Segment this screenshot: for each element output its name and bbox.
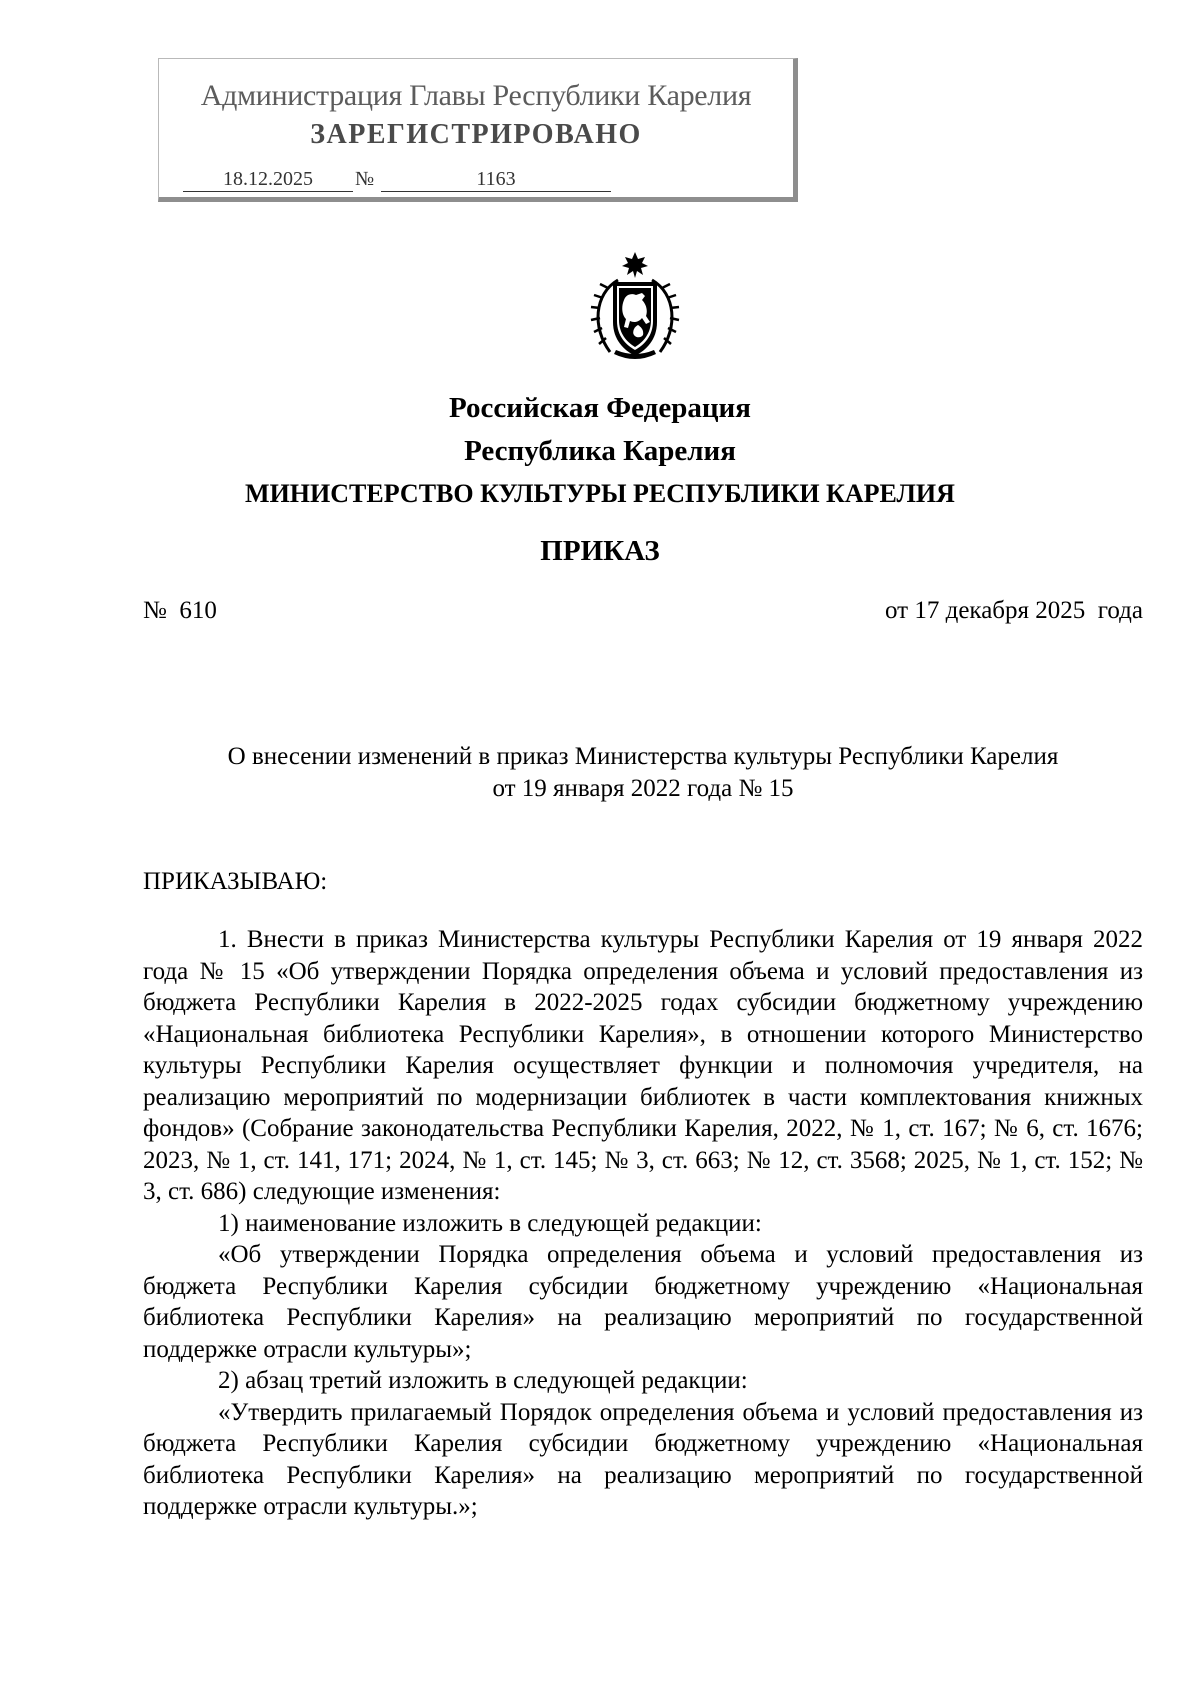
registration-stamp (158, 58, 798, 202)
order-number: № 610 (143, 597, 217, 624)
order-word: ПРИКАЗЫВАЮ: (143, 868, 328, 895)
document-body (143, 924, 1143, 1523)
body-paragraph-5: «Утвердить прилагаемый Порядок определения объема и условий предоставления из бюджета Республики Карелия субсидии бюджетному учреждению «Национальная библиотека Республики Карелия» на реализацию мероприятий по государственной поддержке отрасли культуры.»; (143, 1398, 1143, 1520)
body-paragraph-2: 1) наименование изложить в следующей редакции: (218, 1209, 762, 1237)
body-paragraph-4: 2) абзац третий изложить в следующей редакции: (218, 1367, 748, 1394)
order-date: от 17 декабря 2025 года (885, 597, 1143, 624)
stamp-date: 18.12.2025 (183, 167, 353, 192)
stamp-organization: Администрация Главы Республики Карелия (200, 79, 752, 112)
title-line-1: О внесении изменений в приказ Министерства культуры Республики Карелия (227, 743, 1059, 770)
stamp-number: 1163 (381, 167, 611, 192)
header-republic: Республика Карелия (464, 435, 736, 467)
title-line-2: от 19 января 2022 года № 15 (492, 775, 794, 802)
header-country: Российская Федерация (449, 392, 751, 424)
body-paragraph-3: «Об утверждении Порядка определения объема и условий предоставления из бюджета Республики Карелия субсидии бюджетному учреждению «Национальная библиотека Республики Карелия» на реализацию мероприятий по государственной поддержке отрасли культуры»; (143, 1241, 1143, 1363)
document-type: ПРИКАЗ (540, 535, 660, 567)
document-title (143, 741, 1143, 805)
header-ministry: МИНИСТЕРСТВО КУЛЬТУРЫ РЕСПУБЛИКИ КАРЕЛИЯ (245, 479, 955, 508)
karelia-coat-of-arms-icon (588, 250, 682, 364)
body-paragraph-1: 1. Внести в приказ Министерства культуры Республики Карелия от 19 января 2022 года № 15 «Об утверждении Порядка определения объема и условий предоставления из бюджета Республики Карелия в 2022-2025 годах субсидии бюджетному учреждению «Национальная библиотека Республики Карелия», в отношении которого Министерство культуры Республики Карелия осуществляет функции и полномочия учредителя, на реализацию мероприятий по модернизации библиотек в части комплектования книжных фондов» (Собрание законодательства Республики Карелия, 2022, № 1, ст. 167; № 6, ст. 1676; 2023, № 1, ст. 141, 171; 2024, № 1, ст. 145; № 3, ст. 663; № 12, ст. 3568; 2025, № 1, ст. 152; № 3, ст. 686) следующие изменения: (143, 926, 1143, 1205)
stamp-status: ЗАРЕГИСТРИРОВАНО (310, 119, 642, 150)
stamp-number-sign: № (355, 168, 375, 190)
